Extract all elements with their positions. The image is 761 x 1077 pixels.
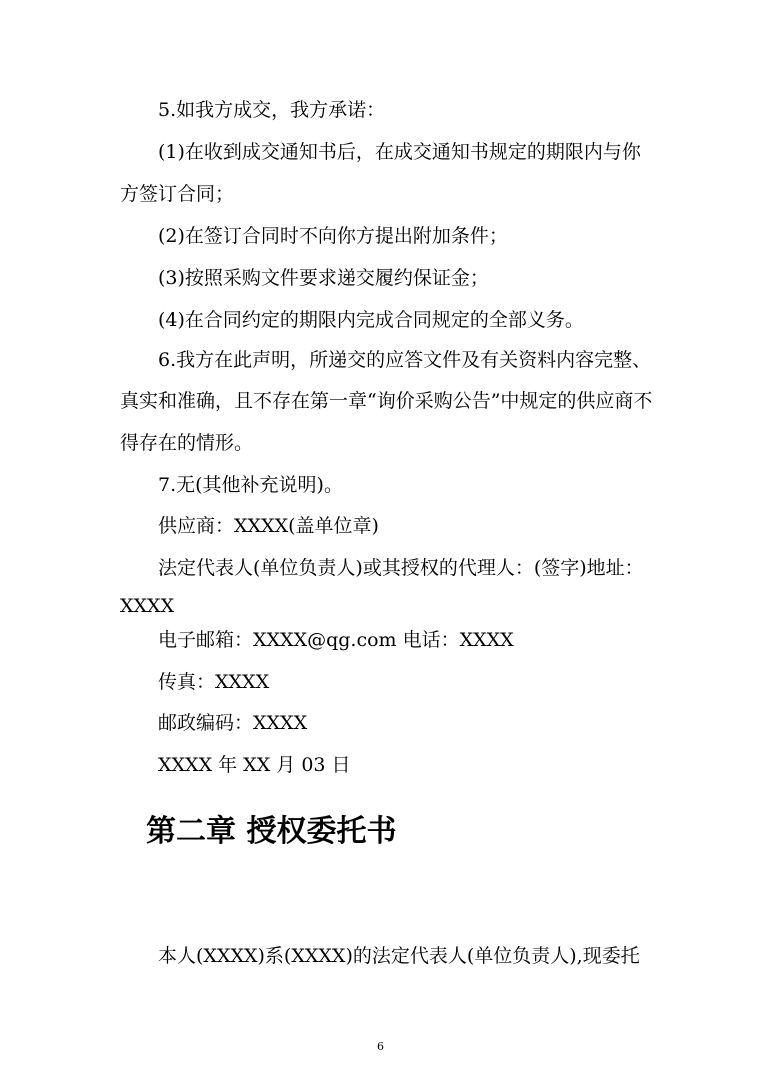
promise-item-4: (4)在合同约定的期限内完成合同规定的全部义务。 xyxy=(158,309,584,331)
chapter-title: 第二章 授权委托书 xyxy=(146,814,397,849)
promise-item-1-line-2: 方签订合同； xyxy=(120,183,235,205)
declaration-line-2: 真实和准确，且不存在第一章“询价采购公告”中规定的供应商不 xyxy=(120,390,653,412)
email-phone-line: 电子邮箱：XXXX@qg.com 电话：XXXX xyxy=(158,629,514,651)
postal-code-line: 邮政编码：XXXX xyxy=(158,712,308,734)
page-number: 6 xyxy=(377,1040,384,1053)
supplier-line: 供应商：XXXX(盖单位章) xyxy=(158,515,379,537)
declaration-line-1: 6.我方在此声明，所递交的应答文件及有关资料内容完整、 xyxy=(158,349,652,371)
declaration-line-3: 得存在的情形。 xyxy=(120,432,254,454)
date-line: XXXX 年 XX 月 03 日 xyxy=(158,754,351,776)
promise-item-1-line-1: (1)在收到成交通知书后，在成交通知书规定的期限内与你 xyxy=(158,141,641,163)
fax-line: 传真：XXXX xyxy=(158,671,270,693)
address-value: XXXX xyxy=(120,595,175,617)
promise-item-2: (2)在签订合同时不向你方提出附加条件； xyxy=(158,225,508,247)
promise-intro: 5.如我方成交，我方承诺： xyxy=(158,99,386,121)
promise-item-3: (3)按照采购文件要求递交履约保证金； xyxy=(158,267,489,289)
representative-line: 法定代表人(单位负责人)或其授权的代理人：(签字)地址： xyxy=(158,557,644,579)
authorization-line-1: 本人(XXXX)系(XXXX)的法定代表人(单位负责人),现委托 xyxy=(158,945,640,967)
other-notes: 7.无(其他补充说明)。 xyxy=(158,474,343,496)
